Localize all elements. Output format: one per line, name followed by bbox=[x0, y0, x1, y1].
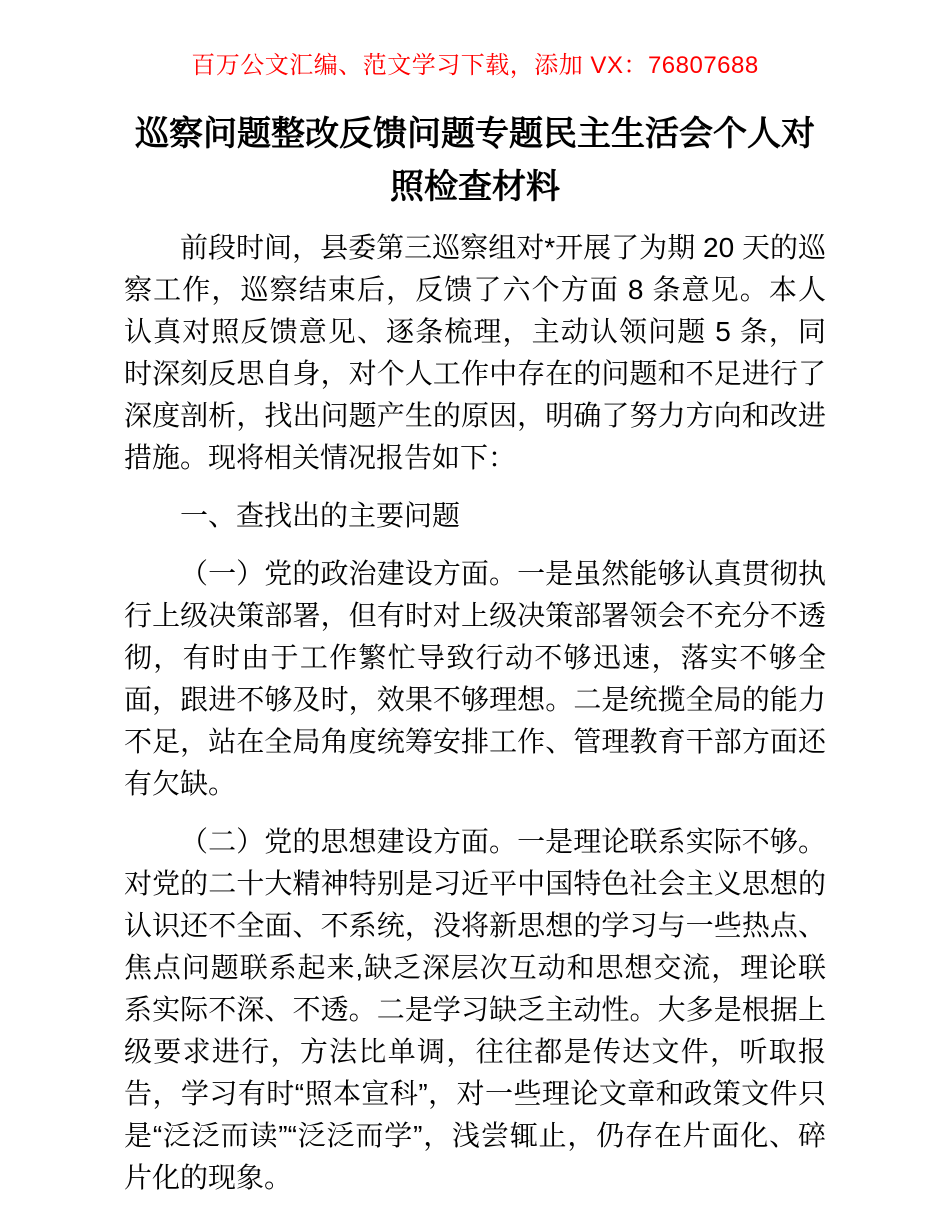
watermark-promo-header: 百万公文汇编、范文学习下载，添加 VX：76807688 bbox=[191, 52, 759, 79]
section-heading-main-problems: 一、查找出的主要问题 bbox=[180, 500, 461, 531]
paragraph-ideological-construction: （二）党的思想建设方面。一是理论联系实际不够。对党的二十大精神特别是习近平中国特色社会主义思想的认识还不全面、不系统，没将新思想的学习与一些热点、焦点问题联系起来,缺乏深层次互动和思想交流，理论联系实际不深、不透。二是学习缺乏主动性。大多是根据上级要求进行，方法比单调，往往都是传达文件，听取报告，学习有时“照本宣科”，对一些理论文章和政策文件只是“泛泛而读”“泛泛而学”，浅尝辄止，仍存在片面化、碎片化的现象。 bbox=[124, 826, 826, 1193]
document-title: 巡察问题整改反馈问题专题民主生活会个人对照检查材料 bbox=[135, 115, 815, 206]
intro-paragraph: 前段时间，县委第三巡察组对*开展了为期 20 天的巡察工作，巡察结束后，反馈了六个方面 8 条意见。本人认真对照反馈意见、逐条梳理，主动认领问题 5 条，同时深刻反思自身，对个人工作中存在的问题和不足进行了深度剖析，找出问题产生的原因，明确了努力方向和改进措施。现将相关情况报告如下： bbox=[124, 232, 826, 473]
paragraph-political-construction: （一）党的政治建设方面。一是虽然能够认真贯彻执行上级决策部署，但有时对上级决策部署领会不充分不透彻，有时由于工作繁忙导致行动不够迅速，落实不够全面，跟进不够及时，效果不够理想。二是统揽全局的能力不足，站在全局角度统筹安排工作、管理教育干部方面还有欠缺。 bbox=[124, 558, 826, 799]
